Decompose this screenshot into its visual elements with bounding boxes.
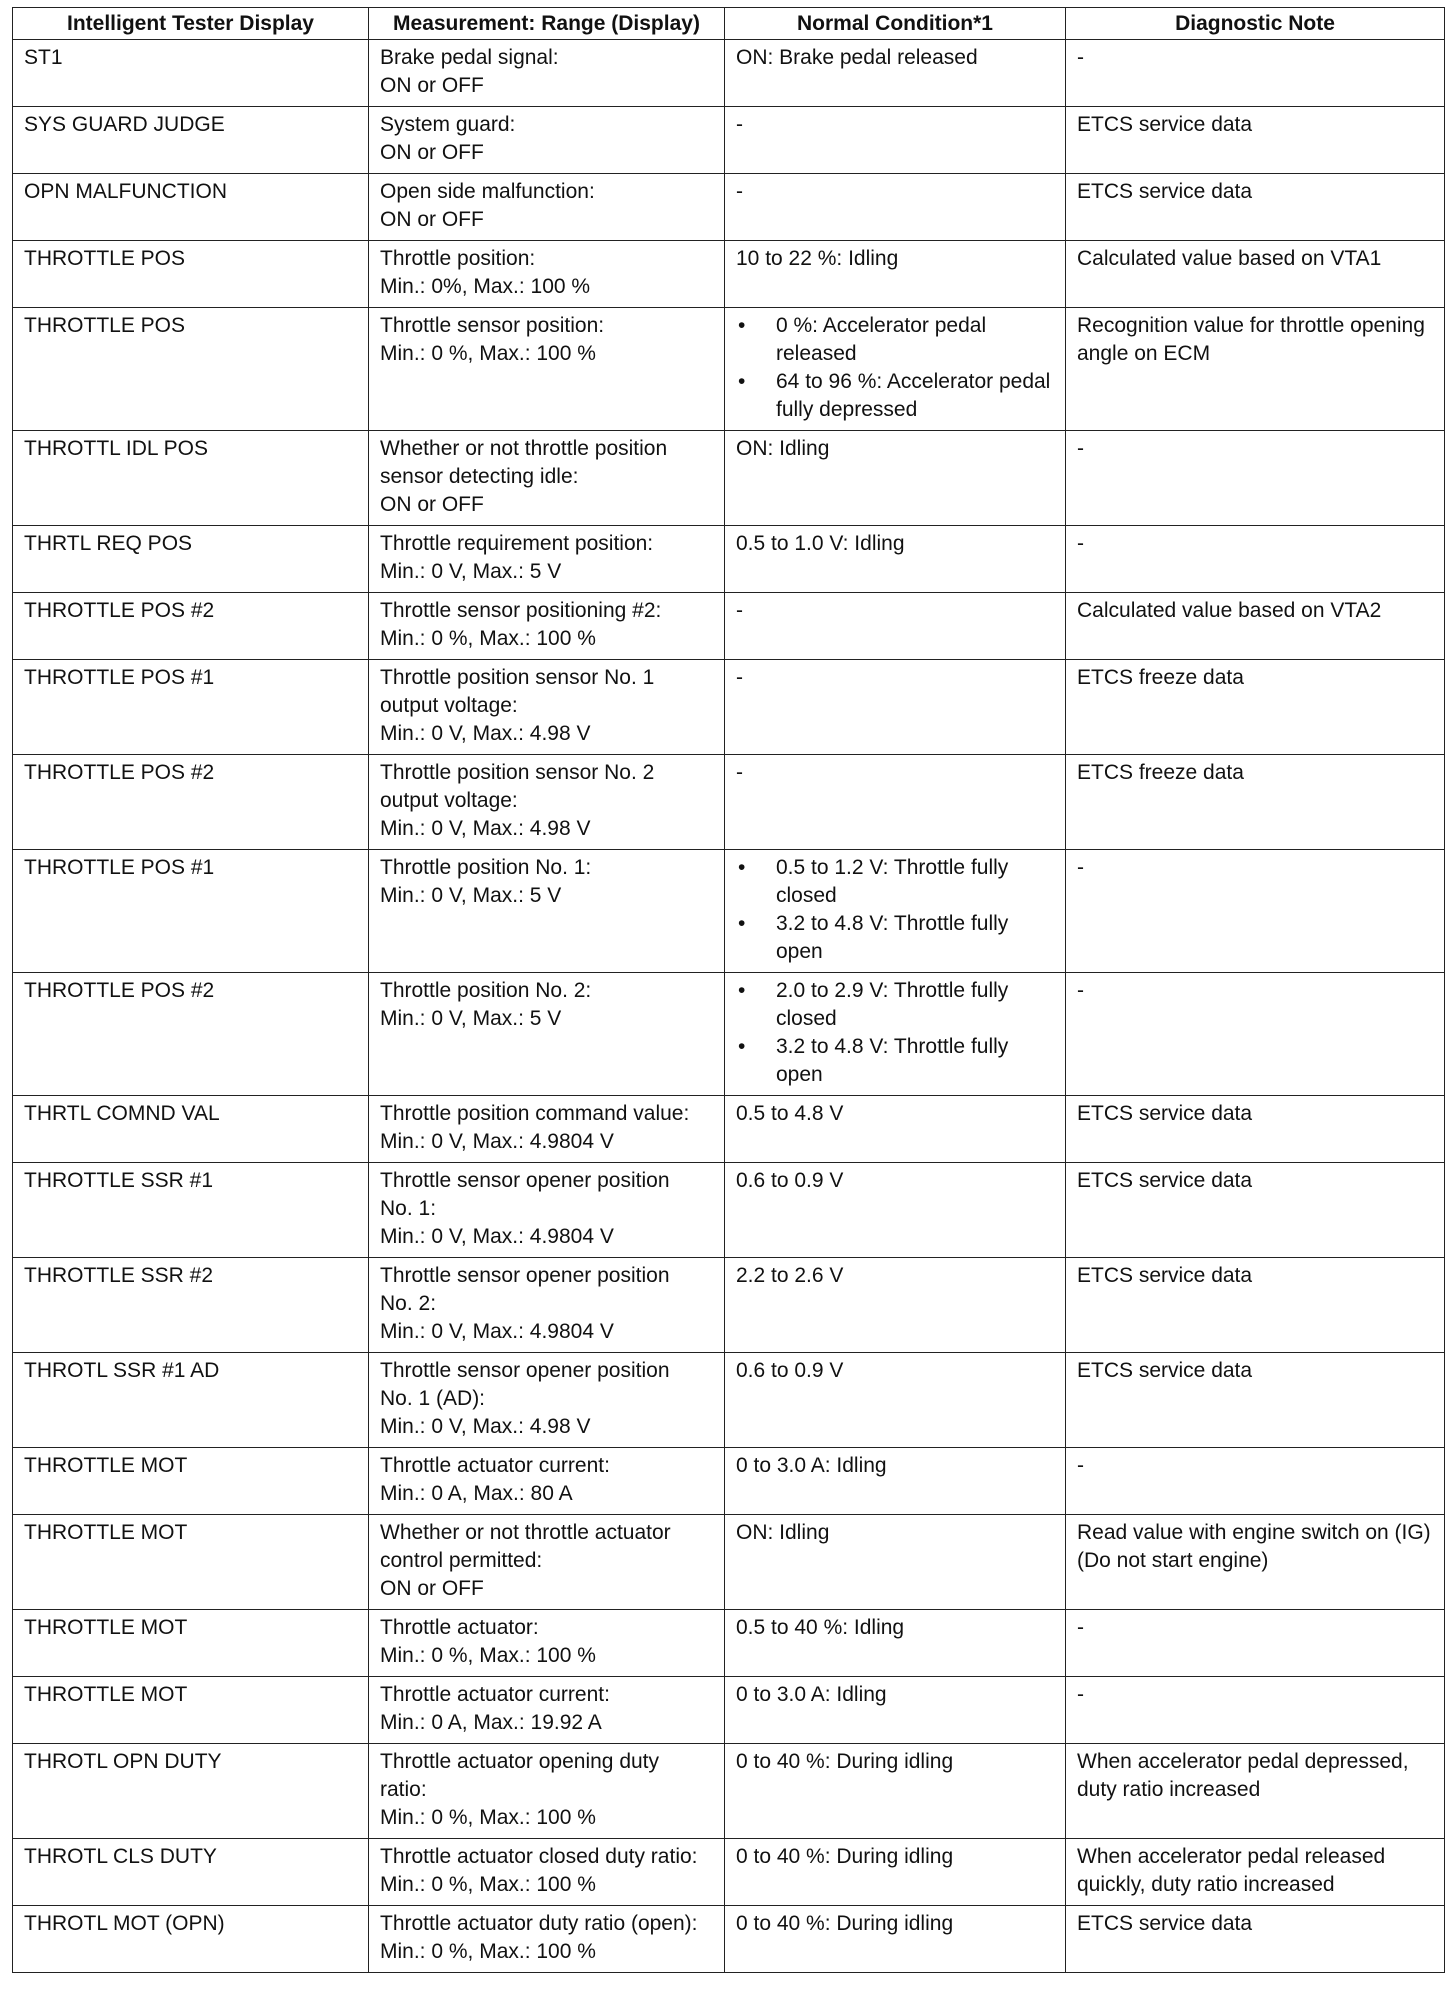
range-line: Throttle actuator current: xyxy=(380,1454,610,1477)
normal-condition-text: 0 to 40 %: During idling xyxy=(736,1912,954,1935)
normal-condition-text: 10 to 22 %: Idling xyxy=(736,247,899,270)
table-row xyxy=(13,431,1445,526)
normal-condition-item xyxy=(736,910,1057,966)
normal-condition-text: 2.2 to 2.6 V xyxy=(736,1264,844,1287)
range-line: Throttle sensor position: xyxy=(380,314,605,337)
range-line: Throttle actuator duty ratio (open): xyxy=(380,1912,698,1935)
cell-tester-display: THRTL COMND VAL xyxy=(13,1096,369,1163)
cell-tester-display: THROTTLE MOT xyxy=(13,1515,369,1610)
bullet-icon: • xyxy=(738,979,746,1002)
cell-normal-condition xyxy=(725,660,1066,755)
cell-tester-display: THROTTL IDL POS xyxy=(13,431,369,526)
range-line: System guard: xyxy=(380,113,516,136)
cell-tester-display: THROTTLE POS xyxy=(13,308,369,431)
normal-condition-text: 3.2 to 4.8 V: Throttle fully open xyxy=(776,912,1009,963)
cell-diagnostic-note: Recognition value for throttle opening angle on ECM xyxy=(1066,308,1445,431)
cell-measurement-range xyxy=(369,850,725,973)
cell-tester-display: THROTTLE POS #2 xyxy=(13,755,369,850)
cell-normal-condition xyxy=(725,241,1066,308)
normal-condition-text: - xyxy=(736,666,743,689)
range-line: Throttle actuator: xyxy=(380,1616,539,1639)
normal-condition-text: 0 to 3.0 A: Idling xyxy=(736,1683,887,1706)
table-row xyxy=(13,1096,1445,1163)
header-tester-display: Intelligent Tester Display xyxy=(13,8,369,40)
cell-tester-display: THROTTLE POS #2 xyxy=(13,973,369,1096)
cell-normal-condition xyxy=(725,1677,1066,1744)
normal-condition-text: 0.6 to 0.9 V xyxy=(736,1169,844,1192)
range-line: Min.: 0 V, Max.: 4.9804 V xyxy=(380,1130,614,1153)
range-line: Min.: 0 V, Max.: 4.9804 V xyxy=(380,1320,614,1343)
table-row xyxy=(13,1515,1445,1610)
normal-condition-text: 0 to 40 %: During idling xyxy=(736,1845,954,1868)
cell-diagnostic-note: Read value with engine switch on (IG) (Do not start engine) xyxy=(1066,1515,1445,1610)
normal-condition-text: 0 to 40 %: During idling xyxy=(736,1750,954,1773)
cell-measurement-range xyxy=(369,660,725,755)
cell-tester-display: THROTL OPN DUTY xyxy=(13,1744,369,1839)
cell-tester-display: THROTTLE SSR #1 xyxy=(13,1163,369,1258)
cell-tester-display: THROTTLE MOT xyxy=(13,1610,369,1677)
normal-condition-item xyxy=(736,854,1057,910)
normal-condition-list xyxy=(736,977,1057,1089)
range-line: Throttle sensor opener position xyxy=(380,1359,670,1382)
table-row xyxy=(13,593,1445,660)
cell-normal-condition xyxy=(725,1163,1066,1258)
cell-diagnostic-note: - xyxy=(1066,1610,1445,1677)
range-line: Throttle sensor positioning #2: xyxy=(380,599,662,622)
range-line: Throttle position sensor No. 2 xyxy=(380,761,655,784)
bullet-icon: • xyxy=(738,1035,746,1058)
table-row xyxy=(13,107,1445,174)
cell-diagnostic-note: - xyxy=(1066,526,1445,593)
table-row xyxy=(13,973,1445,1096)
cell-diagnostic-note: When accelerator pedal depressed, duty ratio increased xyxy=(1066,1744,1445,1839)
range-line: output voltage: xyxy=(380,694,518,717)
normal-condition-text: - xyxy=(736,113,743,136)
normal-condition-text: - xyxy=(736,599,743,622)
cell-normal-condition xyxy=(725,526,1066,593)
cell-normal-condition xyxy=(725,1839,1066,1906)
range-line: Min.: 0 A, Max.: 80 A xyxy=(380,1482,573,1505)
normal-condition-text: ON: Idling xyxy=(736,437,830,460)
cell-tester-display: THROTTLE POS #1 xyxy=(13,660,369,755)
range-line: Min.: 0 A, Max.: 19.92 A xyxy=(380,1711,602,1734)
header-diagnostic-note: Diagnostic Note xyxy=(1066,8,1445,40)
range-line: ON or OFF xyxy=(380,493,484,516)
cell-measurement-range xyxy=(369,1096,725,1163)
cell-diagnostic-note: - xyxy=(1066,850,1445,973)
range-line: Min.: 0 V, Max.: 4.98 V xyxy=(380,817,591,840)
cell-diagnostic-note: ETCS service data xyxy=(1066,1906,1445,1973)
range-line: Min.: 0 %, Max.: 100 % xyxy=(380,342,596,365)
range-line: Whether or not throttle position xyxy=(380,437,668,460)
range-line: Throttle position: xyxy=(380,247,536,270)
range-line: Throttle sensor opener position xyxy=(380,1264,670,1287)
cell-measurement-range xyxy=(369,1515,725,1610)
cell-diagnostic-note: - xyxy=(1066,1677,1445,1744)
cell-tester-display: THROTTLE MOT xyxy=(13,1448,369,1515)
normal-condition-text: 0 %: Accelerator pedal released xyxy=(776,314,987,365)
bullet-icon: • xyxy=(738,912,746,935)
cell-normal-condition xyxy=(725,1096,1066,1163)
range-line: Min.: 0 V, Max.: 4.9804 V xyxy=(380,1225,614,1248)
range-line: ON or OFF xyxy=(380,208,484,231)
cell-measurement-range xyxy=(369,526,725,593)
table-row xyxy=(13,755,1445,850)
cell-tester-display: THROTTLE POS #2 xyxy=(13,593,369,660)
normal-condition-text: - xyxy=(736,761,743,784)
cell-diagnostic-note: ETCS service data xyxy=(1066,174,1445,241)
range-line: ratio: xyxy=(380,1778,427,1801)
normal-condition-item xyxy=(736,1033,1057,1089)
cell-tester-display: THROTL CLS DUTY xyxy=(13,1839,369,1906)
cell-diagnostic-note: - xyxy=(1066,1448,1445,1515)
table-row xyxy=(13,1610,1445,1677)
cell-normal-condition xyxy=(725,40,1066,107)
range-line: Min.: 0 %, Max.: 100 % xyxy=(380,1873,596,1896)
range-line: ON or OFF xyxy=(380,74,484,97)
range-line: sensor detecting idle: xyxy=(380,465,579,488)
document-page xyxy=(12,7,1444,1973)
bullet-icon: • xyxy=(738,314,746,337)
cell-normal-condition xyxy=(725,593,1066,660)
range-line: Open side malfunction: xyxy=(380,180,595,203)
cell-diagnostic-note: ETCS freeze data xyxy=(1066,755,1445,850)
range-line: output voltage: xyxy=(380,789,518,812)
cell-tester-display: THROTL MOT (OPN) xyxy=(13,1906,369,1973)
bullet-icon: • xyxy=(738,856,746,879)
cell-normal-condition xyxy=(725,755,1066,850)
cell-tester-display: ST1 xyxy=(13,40,369,107)
range-line: Min.: 0 V, Max.: 5 V xyxy=(380,1007,562,1030)
cell-tester-display: THRTL REQ POS xyxy=(13,526,369,593)
range-line: Min.: 0 V, Max.: 4.98 V xyxy=(380,722,591,745)
cell-measurement-range xyxy=(369,1258,725,1353)
cell-tester-display: THROTTLE POS xyxy=(13,241,369,308)
cell-measurement-range xyxy=(369,1163,725,1258)
range-line: Throttle position No. 1: xyxy=(380,856,592,879)
cell-diagnostic-note: ETCS service data xyxy=(1066,1353,1445,1448)
cell-normal-condition xyxy=(725,308,1066,431)
range-line: Throttle position sensor No. 1 xyxy=(380,666,655,689)
range-line: Min.: 0 %, Max.: 100 % xyxy=(380,1806,596,1829)
range-line: Min.: 0 %, Max.: 100 % xyxy=(380,1940,596,1963)
normal-condition-item xyxy=(736,368,1057,424)
cell-diagnostic-note: - xyxy=(1066,973,1445,1096)
cell-normal-condition xyxy=(725,1744,1066,1839)
cell-normal-condition xyxy=(725,174,1066,241)
normal-condition-list xyxy=(736,312,1057,424)
cell-measurement-range xyxy=(369,107,725,174)
range-line: Throttle sensor opener position xyxy=(380,1169,670,1192)
range-line: Throttle position No. 2: xyxy=(380,979,592,1002)
header-measurement-range: Measurement: Range (Display) xyxy=(369,8,725,40)
cell-diagnostic-note: When accelerator pedal released quickly, duty ratio increased xyxy=(1066,1839,1445,1906)
table-row xyxy=(13,1744,1445,1839)
range-line: No. 2: xyxy=(380,1292,437,1315)
range-line: No. 1 (AD): xyxy=(380,1387,486,1410)
cell-diagnostic-note: ETCS service data xyxy=(1066,107,1445,174)
range-line: Min.: 0 %, Max.: 100 % xyxy=(380,627,596,650)
cell-measurement-range xyxy=(369,1744,725,1839)
table-row xyxy=(13,1353,1445,1448)
cell-measurement-range xyxy=(369,593,725,660)
cell-diagnostic-note: ETCS service data xyxy=(1066,1163,1445,1258)
cell-measurement-range xyxy=(369,308,725,431)
table-row xyxy=(13,526,1445,593)
cell-normal-condition xyxy=(725,850,1066,973)
normal-condition-text: 2.0 to 2.9 V: Throttle fully closed xyxy=(776,979,1009,1030)
data-list-table xyxy=(12,7,1445,1973)
normal-condition-text: - xyxy=(736,180,743,203)
cell-measurement-range xyxy=(369,1610,725,1677)
cell-diagnostic-note: - xyxy=(1066,431,1445,526)
cell-diagnostic-note: ETCS freeze data xyxy=(1066,660,1445,755)
normal-condition-text: ON: Brake pedal released xyxy=(736,46,978,69)
table-body xyxy=(13,40,1445,1973)
cell-normal-condition xyxy=(725,1258,1066,1353)
cell-normal-condition xyxy=(725,1610,1066,1677)
cell-measurement-range xyxy=(369,241,725,308)
cell-measurement-range xyxy=(369,1677,725,1744)
table-row xyxy=(13,660,1445,755)
range-line: Min.: 0 V, Max.: 5 V xyxy=(380,560,562,583)
range-line: Min.: 0 %, Max.: 100 % xyxy=(380,1644,596,1667)
range-line: Throttle actuator current: xyxy=(380,1683,610,1706)
table-row xyxy=(13,1163,1445,1258)
range-line: Throttle requirement position: xyxy=(380,532,654,555)
cell-measurement-range xyxy=(369,973,725,1096)
range-line: control permitted: xyxy=(380,1549,543,1572)
table-row xyxy=(13,1839,1445,1906)
normal-condition-item xyxy=(736,977,1057,1033)
normal-condition-item xyxy=(736,312,1057,368)
range-line: Throttle position command value: xyxy=(380,1102,690,1125)
cell-measurement-range xyxy=(369,1448,725,1515)
cell-measurement-range xyxy=(369,1353,725,1448)
normal-condition-text: 0.5 to 1.0 V: Idling xyxy=(736,532,905,555)
cell-diagnostic-note: Calculated value based on VTA2 xyxy=(1066,593,1445,660)
range-line: No. 1: xyxy=(380,1197,437,1220)
table-row xyxy=(13,308,1445,431)
normal-condition-text: 64 to 96 %: Accelerator pedal fully depressed xyxy=(776,370,1051,421)
cell-measurement-range xyxy=(369,755,725,850)
table-row xyxy=(13,40,1445,107)
cell-diagnostic-note: - xyxy=(1066,40,1445,107)
range-line: Min.: 0 V, Max.: 5 V xyxy=(380,884,562,907)
range-line: ON or OFF xyxy=(380,141,484,164)
cell-tester-display: SYS GUARD JUDGE xyxy=(13,107,369,174)
normal-condition-text: 0.5 to 40 %: Idling xyxy=(736,1616,905,1639)
table-row xyxy=(13,1906,1445,1973)
cell-normal-condition xyxy=(725,973,1066,1096)
cell-tester-display: THROTL SSR #1 AD xyxy=(13,1353,369,1448)
cell-measurement-range xyxy=(369,1839,725,1906)
cell-normal-condition xyxy=(725,107,1066,174)
range-line: Throttle actuator closed duty ratio: xyxy=(380,1845,698,1868)
range-line: Brake pedal signal: xyxy=(380,46,559,69)
cell-normal-condition xyxy=(725,1515,1066,1610)
range-line: Min.: 0 V, Max.: 4.98 V xyxy=(380,1415,591,1438)
range-line: Whether or not throttle actuator xyxy=(380,1521,671,1544)
cell-normal-condition xyxy=(725,1906,1066,1973)
cell-diagnostic-note: Calculated value based on VTA1 xyxy=(1066,241,1445,308)
normal-condition-list xyxy=(736,854,1057,966)
table-row xyxy=(13,1677,1445,1744)
table-row xyxy=(13,1448,1445,1515)
range-line: Throttle actuator opening duty xyxy=(380,1750,660,1773)
cell-measurement-range xyxy=(369,1906,725,1973)
cell-normal-condition xyxy=(725,431,1066,526)
normal-condition-text: 0 to 3.0 A: Idling xyxy=(736,1454,887,1477)
cell-measurement-range xyxy=(369,431,725,526)
normal-condition-text: 3.2 to 4.8 V: Throttle fully open xyxy=(776,1035,1009,1086)
header-normal-condition: Normal Condition*1 xyxy=(725,8,1066,40)
normal-condition-text: 0.6 to 0.9 V xyxy=(736,1359,844,1382)
cell-diagnostic-note: ETCS service data xyxy=(1066,1096,1445,1163)
cell-tester-display: OPN MALFUNCTION xyxy=(13,174,369,241)
cell-measurement-range xyxy=(369,40,725,107)
normal-condition-text: ON: Idling xyxy=(736,1521,830,1544)
cell-normal-condition xyxy=(725,1448,1066,1515)
bullet-icon: • xyxy=(738,370,746,393)
cell-tester-display: THROTTLE SSR #2 xyxy=(13,1258,369,1353)
table-row xyxy=(13,174,1445,241)
cell-measurement-range xyxy=(369,174,725,241)
normal-condition-text: 0.5 to 4.8 V xyxy=(736,1102,844,1125)
table-row xyxy=(13,241,1445,308)
table-row xyxy=(13,850,1445,973)
range-line: Min.: 0%, Max.: 100 % xyxy=(380,275,591,298)
table-row xyxy=(13,1258,1445,1353)
normal-condition-text: 0.5 to 1.2 V: Throttle fully closed xyxy=(776,856,1009,907)
cell-diagnostic-note: ETCS service data xyxy=(1066,1258,1445,1353)
cell-tester-display: THROTTLE MOT xyxy=(13,1677,369,1744)
range-line: ON or OFF xyxy=(380,1577,484,1600)
cell-normal-condition xyxy=(725,1353,1066,1448)
cell-tester-display: THROTTLE POS #1 xyxy=(13,850,369,973)
table-header-row xyxy=(13,8,1445,40)
